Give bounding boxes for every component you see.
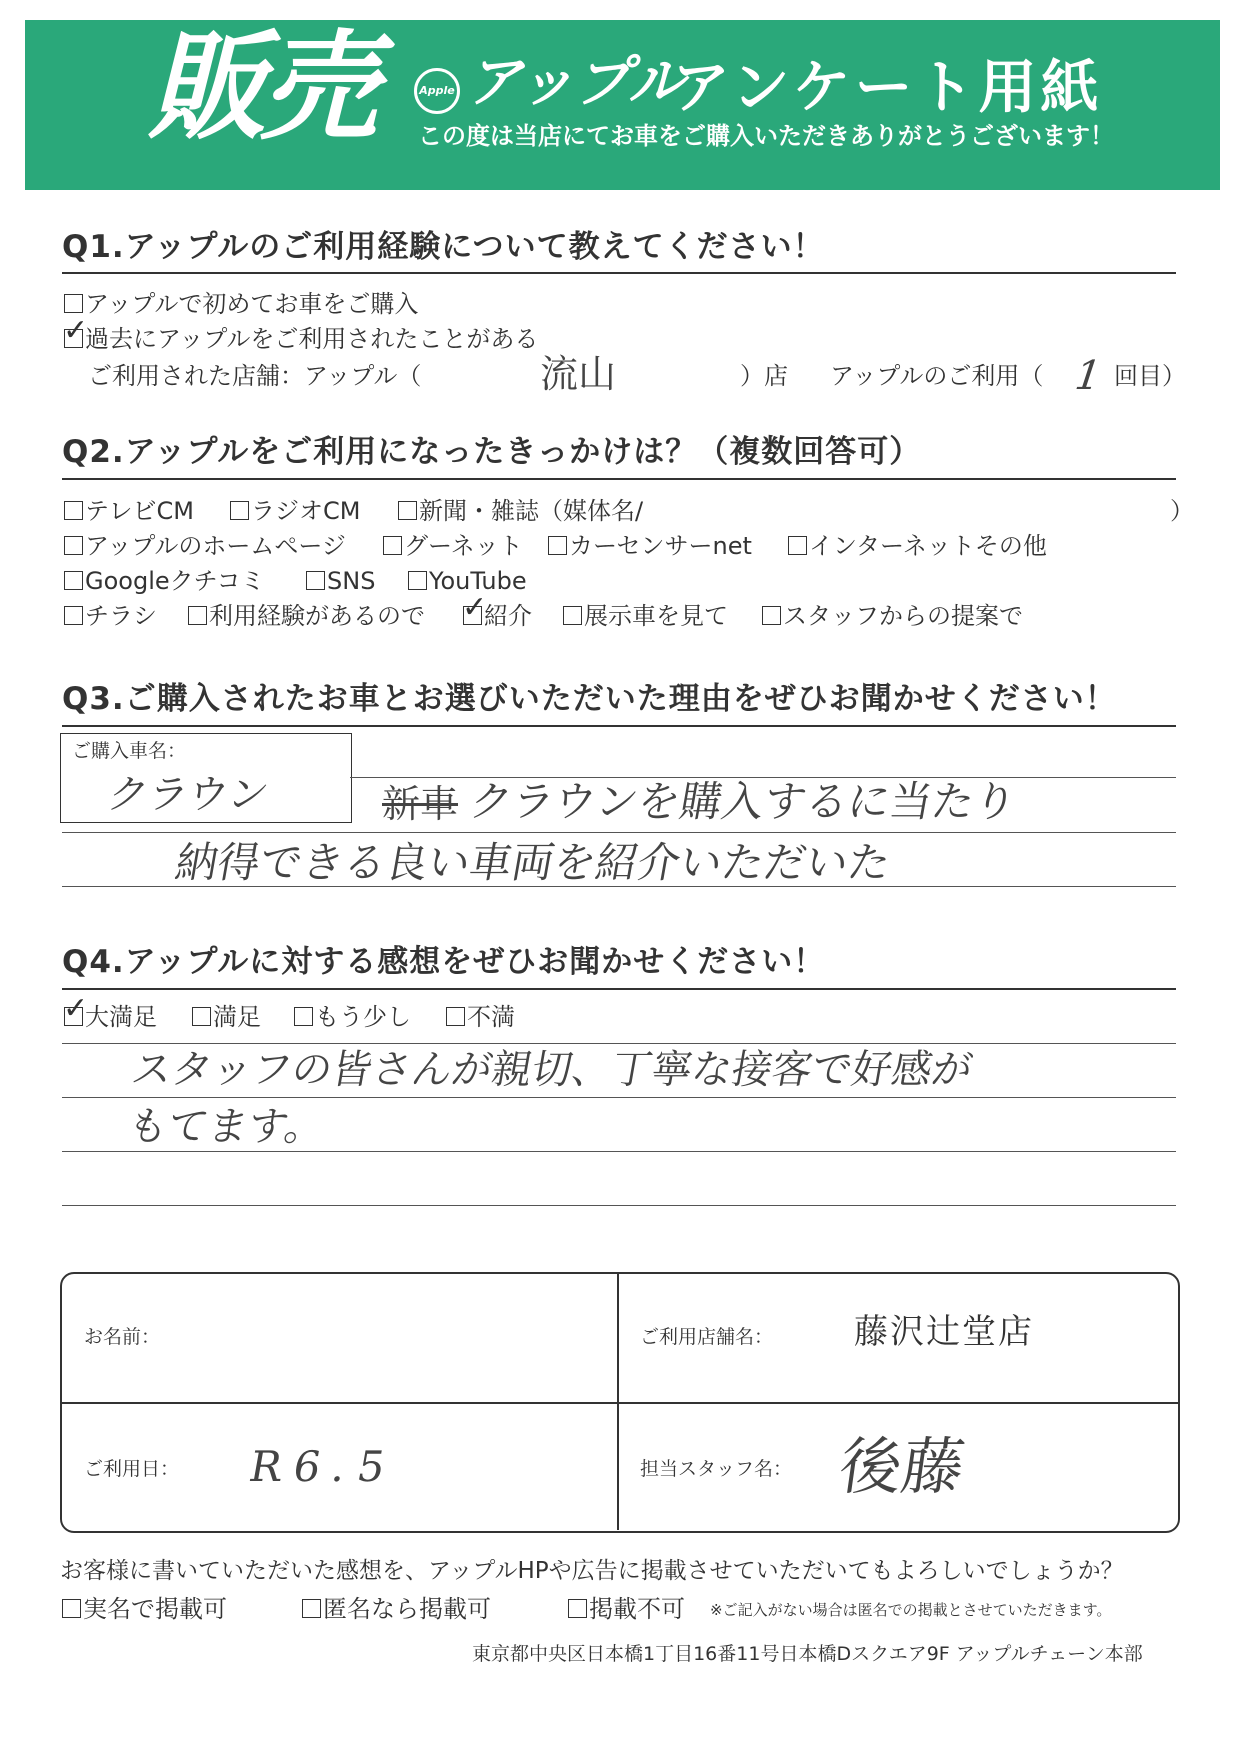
- q4-option-dissatisfied[interactable]: 不満: [446, 1005, 515, 1029]
- usage-date-label: ご利用日：: [84, 1458, 180, 1480]
- store-name-label: ご利用店舗名：: [640, 1326, 774, 1348]
- q2-option-tv-cm[interactable]: テレビCM: [64, 499, 194, 523]
- checkbox[interactable]: [188, 606, 207, 625]
- q2-option-staff-proposal[interactable]: スタッフからの提案で: [762, 604, 1023, 628]
- q1-title: Q1.アップルのご利用経験について教えてください！: [62, 229, 825, 265]
- checkbox[interactable]: [64, 501, 83, 520]
- q3-reason-line1[interactable]: クラウンを購入するに当たり: [465, 777, 1021, 826]
- checkbox[interactable]: [788, 536, 807, 555]
- survey-title: アンケート用紙: [672, 53, 1103, 121]
- checkbox[interactable]: [62, 1599, 81, 1618]
- checkbox-checked[interactable]: [462, 590, 488, 625]
- checkbox[interactable]: [64, 571, 83, 590]
- q2-title: Q2.アップルをご利用になったきっかけは？（複数回答可）: [62, 434, 922, 470]
- car-name-label: ご購入車名：: [72, 740, 187, 762]
- checkbox[interactable]: [64, 606, 83, 625]
- checkbox[interactable]: [294, 1007, 313, 1026]
- q2-divider: [62, 478, 1176, 480]
- apple-logo-icon: Apple: [414, 68, 460, 114]
- header-subtitle: この度は当店にてお車をご購入いただきありがとうございます！: [418, 122, 1114, 150]
- q2-option-sns[interactable]: SNS: [306, 569, 375, 593]
- checkbox[interactable]: [230, 501, 249, 520]
- q1-store-suffix: ）店: [740, 362, 788, 390]
- checkbox[interactable]: [398, 501, 417, 520]
- q4-option-very-satisfied[interactable]: ✓ 大満足: [63, 991, 157, 1031]
- checkbox[interactable]: [383, 536, 402, 555]
- q2-option-referral[interactable]: ✓ 紹介: [462, 590, 532, 630]
- q2-option-youtube[interactable]: YouTube: [408, 569, 527, 593]
- q2-option-carsensor[interactable]: カーセンサーnet: [548, 534, 752, 558]
- car-name-value[interactable]: クラウン: [103, 772, 273, 818]
- q2-option-flyer[interactable]: チラシ: [64, 604, 157, 628]
- q2-option-google-reviews[interactable]: Googleクチコミ: [64, 569, 265, 593]
- q2-option-showroom[interactable]: 展示車を見て: [563, 604, 728, 628]
- checkbox-checked[interactable]: [63, 313, 89, 348]
- consent-note: ※ご記入がない場合は匿名での掲載とさせていただきます。: [710, 1601, 1112, 1619]
- answer-line: [62, 1205, 1176, 1206]
- q1-count-value[interactable]: 1: [1067, 353, 1108, 399]
- store-name-value[interactable]: 藤沢辻堂店: [854, 1312, 1034, 1352]
- q3-title: Q3.ご購入されたお車とお選びいただいた理由をぜひお聞かせください！: [62, 681, 1117, 717]
- answer-line: [62, 1043, 1176, 1044]
- q4-comment-line2[interactable]: もてます。: [123, 1104, 329, 1150]
- q3-reason-line2[interactable]: 納得できる良い車両を紹介いただいた: [171, 838, 895, 887]
- q1-divider: [62, 272, 1176, 274]
- q2-option-newspaper[interactable]: 新聞・雑誌（媒体名/: [398, 499, 643, 523]
- q2-option-homepage[interactable]: アップルのホームページ: [64, 534, 346, 558]
- q1-option-first-time[interactable]: アップルで初めてお車をご購入: [64, 292, 418, 316]
- info-box-horizontal-divider: [62, 1402, 1178, 1404]
- brand-logo-text: アップル: [466, 50, 684, 115]
- footer-address: 東京都中央区日本橋1丁目16番11号日本橋Dスクエア9F アップルチェーン本部: [472, 1643, 1143, 1665]
- q3-struck-word: 新車: [382, 782, 459, 826]
- checkmark-icon: ✓: [462, 590, 488, 625]
- consent-question: お客様に書いていただいた感想を、アップルHPや広告に掲載させていただいてもよろしいでしょうか？: [60, 1558, 1124, 1584]
- checkmark-icon: ✓: [63, 991, 89, 1026]
- q1-count-suffix: 回目）: [1114, 362, 1186, 390]
- name-label: お名前：: [84, 1326, 161, 1348]
- checkbox[interactable]: [548, 536, 567, 555]
- checkbox[interactable]: [64, 294, 83, 313]
- answer-line: [62, 1097, 1176, 1098]
- checkbox[interactable]: [446, 1007, 465, 1026]
- q2-option-radio-cm[interactable]: ラジオCM: [230, 499, 360, 523]
- checkbox-checked[interactable]: [63, 991, 89, 1026]
- q4-title: Q4.アップルに対する感想をぜひお聞かせください！: [62, 944, 826, 980]
- checkbox[interactable]: [762, 606, 781, 625]
- checkbox[interactable]: [64, 536, 83, 555]
- q3-divider: [62, 725, 1176, 727]
- checkbox[interactable]: [192, 1007, 211, 1026]
- header-big-title: 販売: [148, 18, 373, 156]
- checkbox[interactable]: [568, 1599, 587, 1618]
- q2-newspaper-close: ）: [1170, 497, 1194, 525]
- consent-option-no-publish[interactable]: 掲載不可: [568, 1597, 685, 1621]
- checkmark-icon: ✓: [63, 313, 89, 348]
- q2-option-internet-other[interactable]: インターネットその他: [788, 534, 1047, 558]
- checkbox[interactable]: [302, 1599, 321, 1618]
- answer-line: [62, 1151, 1176, 1152]
- q1-count-prefix: アップルのご利用（: [830, 362, 1044, 390]
- q4-comment-line1[interactable]: スタッフの皆さんが親切、丁寧な接客で好感が: [127, 1047, 977, 1093]
- q1-store-value[interactable]: 流山: [540, 352, 617, 396]
- checkbox[interactable]: [563, 606, 582, 625]
- checkbox[interactable]: [306, 571, 325, 590]
- q4-divider: [62, 988, 1176, 990]
- staff-name-label: 担当スタッフ名：: [640, 1458, 793, 1480]
- checkbox[interactable]: [408, 571, 427, 590]
- consent-option-anonymous[interactable]: 匿名なら掲載可: [302, 1597, 491, 1621]
- q2-option-goonet[interactable]: グーネット: [383, 534, 523, 558]
- staff-name-value[interactable]: 後藤: [834, 1430, 970, 1503]
- q1-option-returning[interactable]: ✓ 過去にアップルをご利用されたことがある: [63, 313, 539, 353]
- answer-line: [62, 832, 1176, 833]
- q4-option-somewhat[interactable]: もう少し: [294, 1005, 411, 1029]
- consent-option-real-name[interactable]: 実名で掲載可: [62, 1597, 227, 1621]
- usage-date-value[interactable]: R6.5: [245, 1442, 401, 1491]
- q1-store-prefix: ご利用された店舗：アップル（: [88, 362, 422, 390]
- q2-option-past-use[interactable]: 利用経験があるので: [188, 604, 425, 628]
- q4-option-satisfied[interactable]: 満足: [192, 1005, 261, 1029]
